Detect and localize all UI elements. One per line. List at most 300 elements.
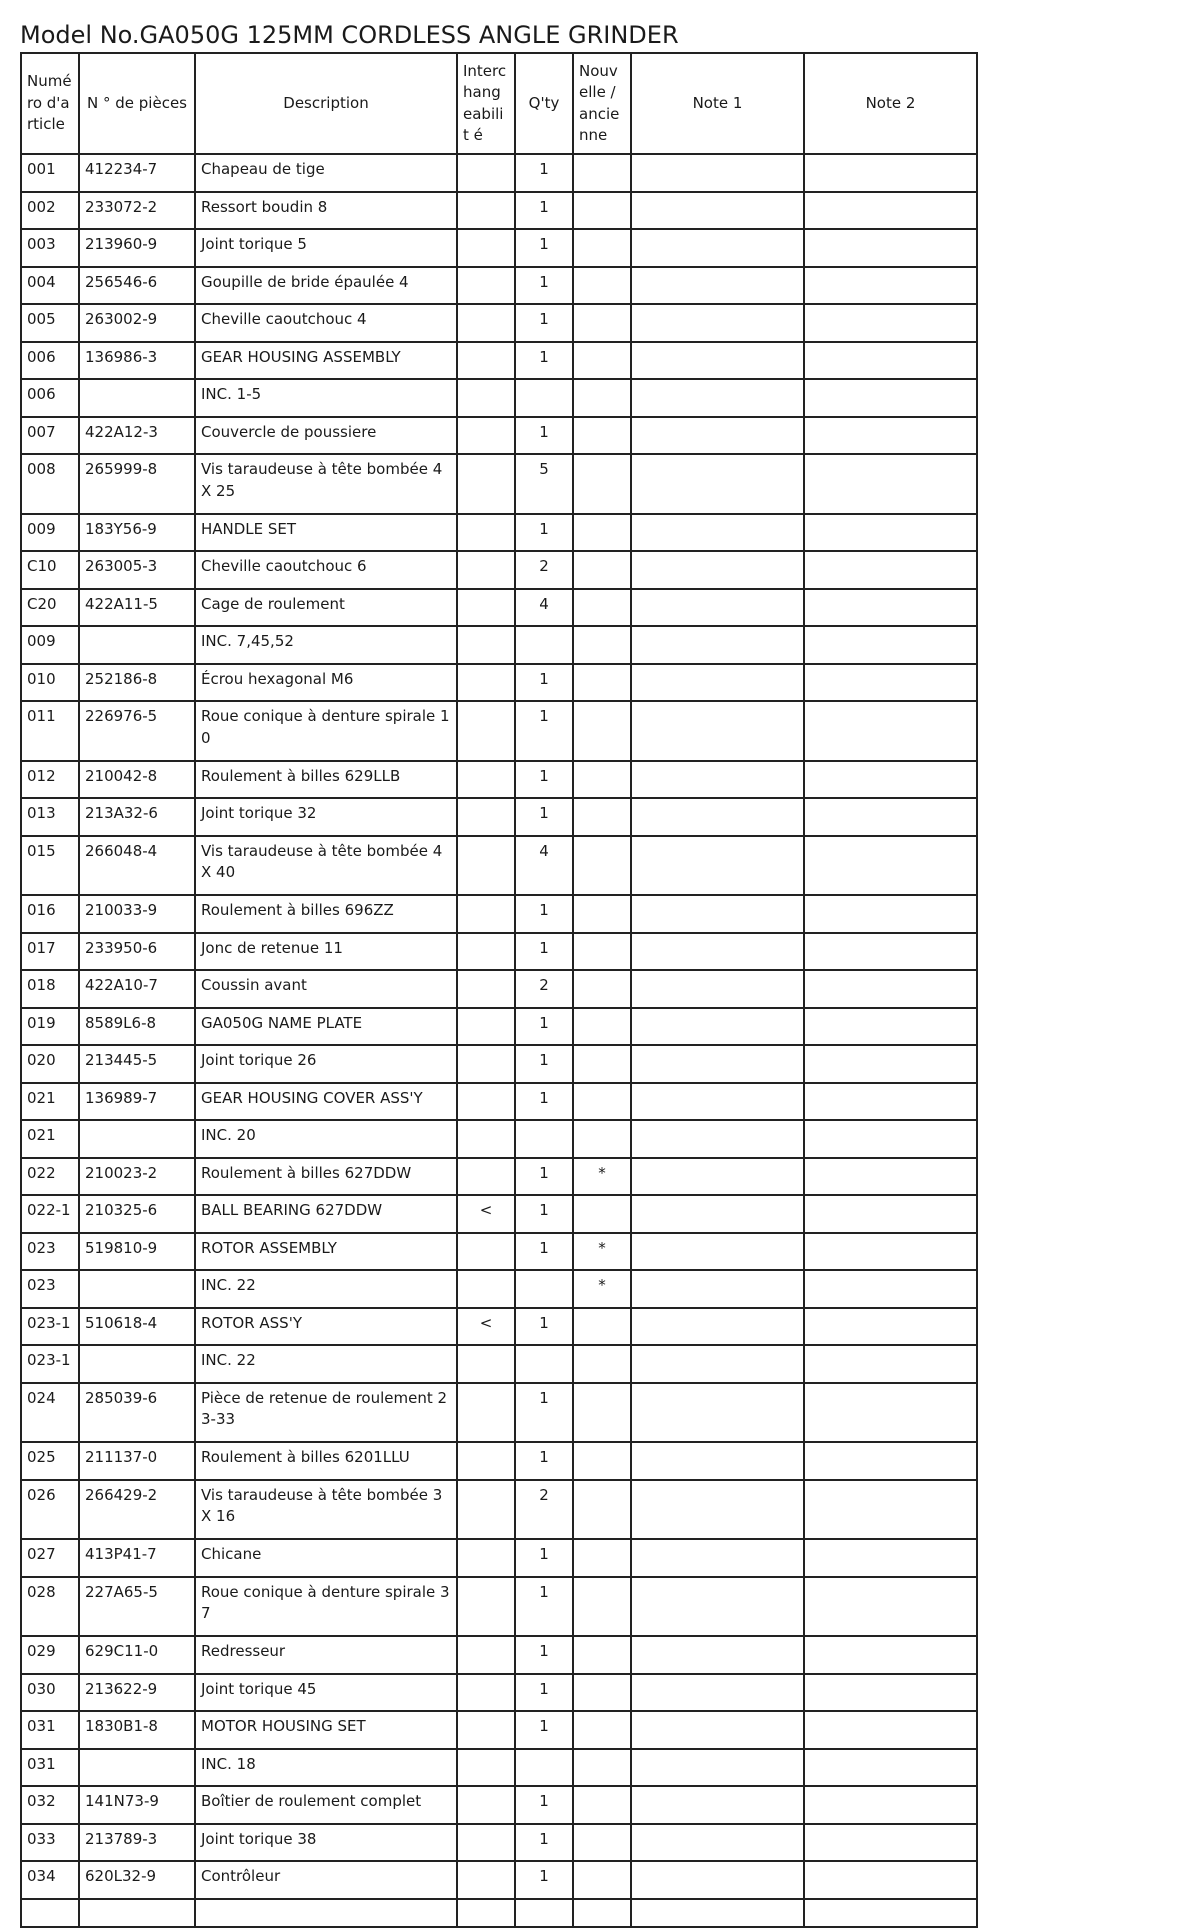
cell-description: Joint torique 32 [195,798,457,836]
cell-interchangeability [457,229,515,267]
cell-interchangeability [457,1008,515,1046]
cell-description: Coussin avant [195,970,457,1008]
cell-qty: 1 [515,514,573,552]
cell-new-old [573,933,631,971]
table-row [21,626,977,664]
cell-qty: 1 [515,1861,573,1899]
cell-qty: 1 [515,798,573,836]
cell-qty: 1 [515,1636,573,1674]
cell-item-no: C10 [21,551,79,589]
cell-note2 [804,1195,977,1233]
cell-qty: 1 [515,342,573,380]
cell-qty: 1 [515,267,573,305]
cell-new-old [573,895,631,933]
cell-interchangeability [457,1270,515,1308]
cell-qty: 1 [515,1442,573,1480]
cell-note2 [804,798,977,836]
cell-note1 [631,1442,804,1480]
cell-item-no: 003 [21,229,79,267]
cell-part-no: 211137-0 [79,1442,195,1480]
cell-new-old [573,836,631,896]
cell-interchangeability [457,1158,515,1196]
cell-note1 [631,1270,804,1308]
table-row [21,1786,977,1824]
cell-new-old [573,229,631,267]
table-row [21,342,977,380]
cell-part-no [79,379,195,417]
cell-note1 [631,970,804,1008]
cell-note1 [631,589,804,627]
cell-item-no: 018 [21,970,79,1008]
cell-interchangeability [457,1711,515,1749]
cell-qty: 1 [515,229,573,267]
cell-qty: 1 [515,304,573,342]
cell-part-no: 210023-2 [79,1158,195,1196]
header-qty: Q'ty [515,53,573,154]
cell-note1 [631,895,804,933]
cell-description: MOTOR HOUSING SET [195,1711,457,1749]
cell-interchangeability [457,761,515,799]
cell-note2 [804,1120,977,1158]
cell-note2 [804,1158,977,1196]
table-row [21,761,977,799]
cell-note2 [804,267,977,305]
table-row [21,798,977,836]
cell-new-old [573,1345,631,1383]
cell-item-no: 010 [21,664,79,702]
cell-note2 [804,154,977,192]
table-row [21,192,977,230]
cell-note2 [804,1674,977,1712]
header-new-old: Nouv elle / ancie nne [573,53,631,154]
cell-new-old [573,970,631,1008]
cell-interchangeability [457,192,515,230]
cell-part-no: 141N73-9 [79,1786,195,1824]
cell-qty: 4 [515,836,573,896]
cell-item-no: 001 [21,154,79,192]
cell-note1 [631,342,804,380]
cell-item-no: 009 [21,626,79,664]
cell-item-no: 013 [21,798,79,836]
cell-item-no [21,1899,79,1927]
table-row [21,1861,977,1899]
header-interchangeability: Interc hang eabilit é [457,53,515,154]
cell-new-old [573,1711,631,1749]
cell-new-old [573,1636,631,1674]
cell-item-no: 022-1 [21,1195,79,1233]
table-row [21,1120,977,1158]
cell-new-old [573,1008,631,1046]
cell-new-old [573,1861,631,1899]
cell-interchangeability [457,1824,515,1862]
table-row [21,1442,977,1480]
cell-interchangeability [457,1345,515,1383]
cell-qty: 1 [515,1786,573,1824]
cell-qty: 2 [515,1480,573,1540]
cell-item-no: 005 [21,304,79,342]
cell-part-no: 233072-2 [79,192,195,230]
header-note1: Note 1 [631,53,804,154]
cell-description: Roulement à billes 629LLB [195,761,457,799]
cell-note2 [804,1480,977,1540]
cell-qty [515,1345,573,1383]
cell-note1 [631,304,804,342]
table-row [21,1158,977,1196]
cell-new-old [573,1045,631,1083]
cell-item-no: 028 [21,1577,79,1637]
cell-note1 [631,379,804,417]
cell-note1 [631,1158,804,1196]
cell-description: Vis taraudeuse à tête bombée 4X 25 [195,454,457,514]
table-row [21,514,977,552]
cell-note1 [631,454,804,514]
cell-part-no: 210042-8 [79,761,195,799]
cell-new-old [573,1083,631,1121]
table-row [21,1539,977,1577]
cell-qty: 1 [515,1577,573,1637]
cell-interchangeability [457,1120,515,1158]
cell-description: Joint torique 38 [195,1824,457,1862]
cell-item-no: 025 [21,1442,79,1480]
cell-note1 [631,1577,804,1637]
cell-interchangeability [457,1861,515,1899]
cell-qty: 1 [515,933,573,971]
cell-note1 [631,1120,804,1158]
cell-note1 [631,192,804,230]
cell-new-old [573,701,631,761]
cell-part-no: 629C11-0 [79,1636,195,1674]
cell-item-no: 027 [21,1539,79,1577]
cell-note1 [631,701,804,761]
cell-item-no: 009 [21,514,79,552]
cell-part-no: 422A12-3 [79,417,195,455]
cell-part-no: 266429-2 [79,1480,195,1540]
cell-note2 [804,1711,977,1749]
cell-interchangeability: < [457,1195,515,1233]
cell-qty: 1 [515,1045,573,1083]
cell-description: Joint torique 5 [195,229,457,267]
cell-qty: 1 [515,1539,573,1577]
cell-part-no: 252186-8 [79,664,195,702]
cell-new-old [573,626,631,664]
header-note2: Note 2 [804,53,977,154]
cell-interchangeability [457,417,515,455]
cell-qty: 1 [515,1158,573,1196]
cell-note1 [631,1749,804,1787]
cell-qty: 1 [515,1195,573,1233]
cell-interchangeability [457,798,515,836]
cell-item-no: 019 [21,1008,79,1046]
cell-interchangeability [457,1233,515,1271]
cell-qty [515,626,573,664]
cell-item-no: 031 [21,1711,79,1749]
table-row [21,895,977,933]
cell-note2 [804,933,977,971]
cell-interchangeability [457,1045,515,1083]
cell-description: Cage de roulement [195,589,457,627]
cell-new-old [573,1195,631,1233]
cell-item-no: C20 [21,589,79,627]
cell-note2 [804,1008,977,1046]
cell-new-old: * [573,1158,631,1196]
cell-note2 [804,1270,977,1308]
cell-description: Jonc de retenue 11 [195,933,457,971]
cell-qty: 1 [515,1308,573,1346]
cell-note1 [631,1083,804,1121]
cell-part-no: 1830B1-8 [79,1711,195,1749]
cell-part-no [79,626,195,664]
cell-interchangeability [457,514,515,552]
cell-description: Ressort boudin 8 [195,192,457,230]
cell-note2 [804,1636,977,1674]
cell-interchangeability [457,701,515,761]
cell-note2 [804,514,977,552]
cell-note2 [804,1539,977,1577]
cell-part-no: 213A32-6 [79,798,195,836]
cell-item-no: 007 [21,417,79,455]
cell-item-no: 021 [21,1120,79,1158]
cell-note2 [804,1442,977,1480]
cell-item-no: 015 [21,836,79,896]
cell-note2 [804,836,977,896]
cell-new-old [573,1442,631,1480]
cell-note2 [804,1383,977,1443]
cell-new-old [573,267,631,305]
cell-new-old [573,454,631,514]
cell-new-old [573,514,631,552]
cell-note2 [804,589,977,627]
cell-new-old [573,1539,631,1577]
cell-qty: 1 [515,761,573,799]
cell-description: Cheville caoutchouc 6 [195,551,457,589]
cell-interchangeability [457,836,515,896]
cell-note2 [804,761,977,799]
table-row [21,1308,977,1346]
cell-description: INC. 20 [195,1120,457,1158]
cell-description: Goupille de bride épaulée 4 [195,267,457,305]
cell-item-no: 006 [21,342,79,380]
cell-part-no: 285039-6 [79,1383,195,1443]
table-row [21,1008,977,1046]
cell-interchangeability [457,1083,515,1121]
cell-item-no: 016 [21,895,79,933]
cell-interchangeability [457,267,515,305]
cell-qty: 1 [515,1383,573,1443]
cell-part-no: 213789-3 [79,1824,195,1862]
cell-qty: 1 [515,1824,573,1862]
cell-note1 [631,1824,804,1862]
cell-note2 [804,1345,977,1383]
cell-note2 [804,229,977,267]
cell-note2 [804,1083,977,1121]
cell-qty: 2 [515,551,573,589]
cell-item-no: 020 [21,1045,79,1083]
table-row [21,1270,977,1308]
cell-qty: 1 [515,1083,573,1121]
table-row [21,836,977,896]
cell-item-no: 032 [21,1786,79,1824]
cell-new-old [573,798,631,836]
cell-note2 [804,1899,977,1927]
cell-item-no: 022 [21,1158,79,1196]
cell-interchangeability [457,154,515,192]
cell-note2 [804,342,977,380]
cell-note2 [804,304,977,342]
cell-item-no: 012 [21,761,79,799]
cell-part-no: 226976-5 [79,701,195,761]
cell-item-no: 023-1 [21,1345,79,1383]
cell-new-old [573,192,631,230]
cell-note2 [804,1824,977,1862]
cell-new-old [573,1577,631,1637]
header-part-no: N ° de pièces [79,53,195,154]
cell-qty [515,379,573,417]
cell-interchangeability [457,304,515,342]
cell-description: BALL BEARING 627DDW [195,1195,457,1233]
cell-note1 [631,1786,804,1824]
table-row [21,589,977,627]
cell-item-no: 029 [21,1636,79,1674]
cell-part-no: 519810-9 [79,1233,195,1271]
cell-interchangeability [457,1442,515,1480]
cell-description: Vis taraudeuse à tête bombée 3X 16 [195,1480,457,1540]
cell-part-no: 412234-7 [79,154,195,192]
table-row [21,1083,977,1121]
cell-new-old [573,379,631,417]
cell-part-no: 210325-6 [79,1195,195,1233]
cell-description [195,1899,457,1927]
cell-interchangeability [457,1786,515,1824]
table-row [21,454,977,514]
cell-new-old [573,1749,631,1787]
cell-interchangeability [457,1749,515,1787]
cell-part-no: 422A10-7 [79,970,195,1008]
cell-new-old: * [573,1270,631,1308]
cell-part-no: 265999-8 [79,454,195,514]
table-row [21,154,977,192]
cell-note2 [804,895,977,933]
cell-note1 [631,1383,804,1443]
cell-part-no: 213622-9 [79,1674,195,1712]
cell-description: Vis taraudeuse à tête bombée 4X 40 [195,836,457,896]
table-row [21,267,977,305]
cell-new-old [573,1120,631,1158]
table-row [21,1383,977,1443]
cell-new-old [573,664,631,702]
cell-new-old: * [573,1233,631,1271]
cell-item-no: 002 [21,192,79,230]
table-row [21,551,977,589]
cell-part-no: 422A11-5 [79,589,195,627]
cell-note1 [631,1899,804,1927]
cell-new-old [573,1480,631,1540]
cell-interchangeability [457,589,515,627]
cell-note2 [804,192,977,230]
cell-qty: 1 [515,417,573,455]
cell-note2 [804,454,977,514]
cell-part-no [79,1120,195,1158]
cell-part-no: 256546-6 [79,267,195,305]
cell-note2 [804,626,977,664]
cell-note1 [631,626,804,664]
cell-qty: 1 [515,895,573,933]
cell-part-no: 183Y56-9 [79,514,195,552]
table-row [21,229,977,267]
cell-new-old [573,1383,631,1443]
cell-qty [515,1749,573,1787]
table-row [21,933,977,971]
cell-part-no: 263002-9 [79,304,195,342]
cell-new-old [573,1899,631,1927]
cell-interchangeability [457,1899,515,1927]
cell-note1 [631,229,804,267]
cell-note2 [804,551,977,589]
cell-note1 [631,836,804,896]
cell-description: ROTOR ASSEMBLY [195,1233,457,1271]
cell-item-no: 034 [21,1861,79,1899]
cell-qty: 4 [515,589,573,627]
cell-note1 [631,1195,804,1233]
cell-interchangeability [457,1636,515,1674]
cell-interchangeability [457,1539,515,1577]
table-row [21,1045,977,1083]
header-description: Description [195,53,457,154]
cell-part-no: 213960-9 [79,229,195,267]
cell-description: Joint torique 45 [195,1674,457,1712]
cell-qty: 1 [515,192,573,230]
cell-item-no: 023-1 [21,1308,79,1346]
cell-interchangeability [457,664,515,702]
cell-item-no: 023 [21,1270,79,1308]
cell-description: Chicane [195,1539,457,1577]
cell-description: GEAR HOUSING COVER ASS'Y [195,1083,457,1121]
cell-note1 [631,1711,804,1749]
cell-part-no: 8589L6-8 [79,1008,195,1046]
cell-interchangeability [457,1480,515,1540]
cell-qty: 2 [515,970,573,1008]
cell-item-no: 011 [21,701,79,761]
cell-description: Contrôleur [195,1861,457,1899]
cell-item-no: 024 [21,1383,79,1443]
cell-note1 [631,761,804,799]
cell-interchangeability [457,551,515,589]
cell-note2 [804,1233,977,1271]
cell-item-no: 021 [21,1083,79,1121]
cell-interchangeability [457,342,515,380]
table-row [21,1824,977,1862]
cell-note1 [631,1674,804,1712]
cell-note1 [631,1539,804,1577]
table-row [21,1195,977,1233]
cell-note2 [804,1861,977,1899]
table-row [21,1577,977,1637]
cell-description: INC. 1-5 [195,379,457,417]
cell-part-no: 210033-9 [79,895,195,933]
page-title: Model No.GA050G 125MM CORDLESS ANGLE GRINDER [20,21,679,49]
cell-new-old [573,1824,631,1862]
cell-new-old [573,1786,631,1824]
cell-note2 [804,1786,977,1824]
cell-item-no: 030 [21,1674,79,1712]
cell-note2 [804,379,977,417]
cell-note1 [631,798,804,836]
cell-new-old [573,551,631,589]
cell-item-no: 023 [21,1233,79,1271]
cell-part-no: 413P41-7 [79,1539,195,1577]
cell-description: Roulement à billes 696ZZ [195,895,457,933]
table-row [21,304,977,342]
cell-description: INC. 22 [195,1345,457,1383]
